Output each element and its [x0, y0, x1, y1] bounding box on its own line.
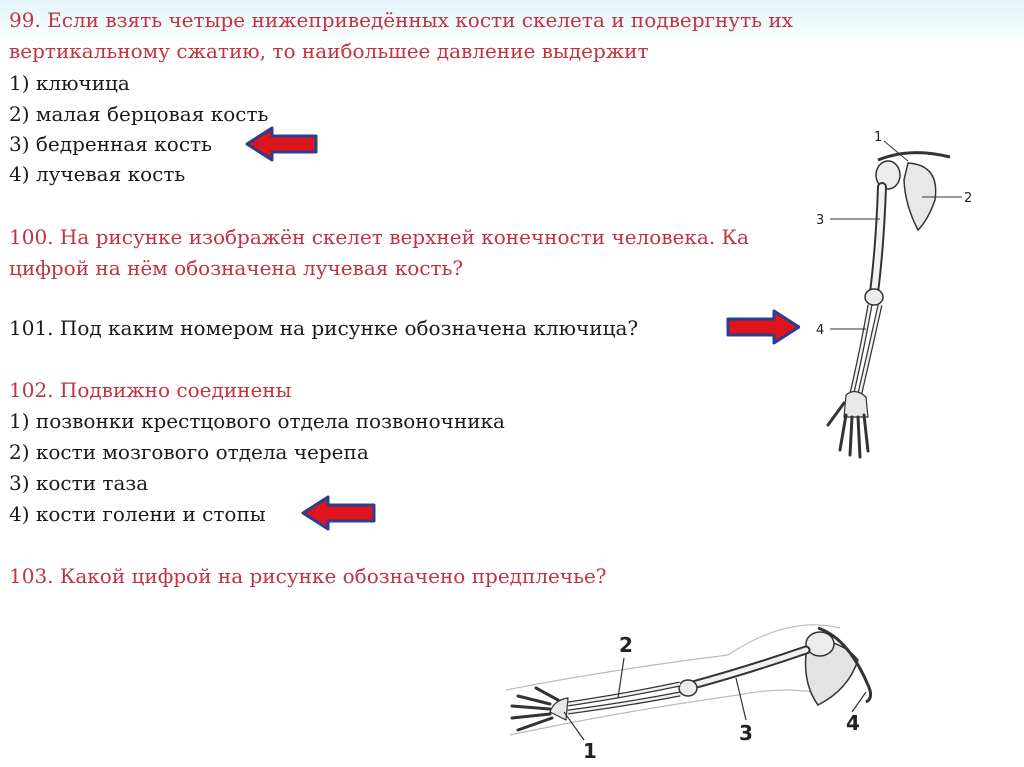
arm-skeleton-vertical-figure	[800, 125, 1000, 465]
question-103-text: 103. Какой цифрой на рисунке обозначено предплечье?	[9, 564, 607, 588]
figure-v-label-1: 1	[874, 130, 883, 145]
figure-h-label-2: 2	[619, 633, 633, 657]
question-102-option-2: 2) кости мозгового отдела черепа	[9, 440, 369, 464]
question-99-option-3: 3) бедренная кость	[9, 132, 212, 156]
question-99-option-2: 2) малая берцовая кость	[9, 102, 269, 126]
figure-v-label-2: 2	[964, 191, 973, 206]
question-99-line-1: 99. Если взять четыре нижеприведённых кости скелета и подвергнуть их	[9, 8, 793, 32]
figure-v-label-3: 3	[816, 213, 825, 228]
figure-v-label-4: 4	[816, 323, 825, 338]
question-102-option-1: 1) позвонки крестцового отдела позвоночника	[9, 409, 505, 433]
question-100-line-2: цифрой на нём обозначена лучевая кость?	[9, 256, 464, 280]
question-102-title: 102. Подвижно соединены	[9, 378, 292, 402]
question-102-option-3: 3) кости таза	[9, 471, 149, 495]
question-100-line-1: 100. На рисунке изображён скелет верхней конечности человека. Ка	[9, 225, 749, 249]
question-99-option-1: 1) ключица	[9, 71, 130, 95]
figure-h-label-3: 3	[739, 721, 753, 745]
arm-skeleton-horizontal-figure	[488, 600, 888, 767]
answer-arrow-icon	[724, 308, 802, 346]
question-101-text: 101. Под каким номером на рисунке обозначена ключица?	[9, 316, 639, 340]
question-102-option-4: 4) кости голени и стопы	[9, 502, 266, 526]
figure-h-label-4: 4	[846, 711, 860, 735]
answer-arrow-icon	[244, 125, 320, 163]
question-99-option-4: 4) лучевая кость	[9, 162, 186, 186]
answer-arrow-icon	[300, 494, 378, 532]
figure-h-label-1: 1	[583, 739, 597, 763]
question-99-line-2: вертикальному сжатию, то наибольшее давление выдержит	[9, 39, 649, 63]
